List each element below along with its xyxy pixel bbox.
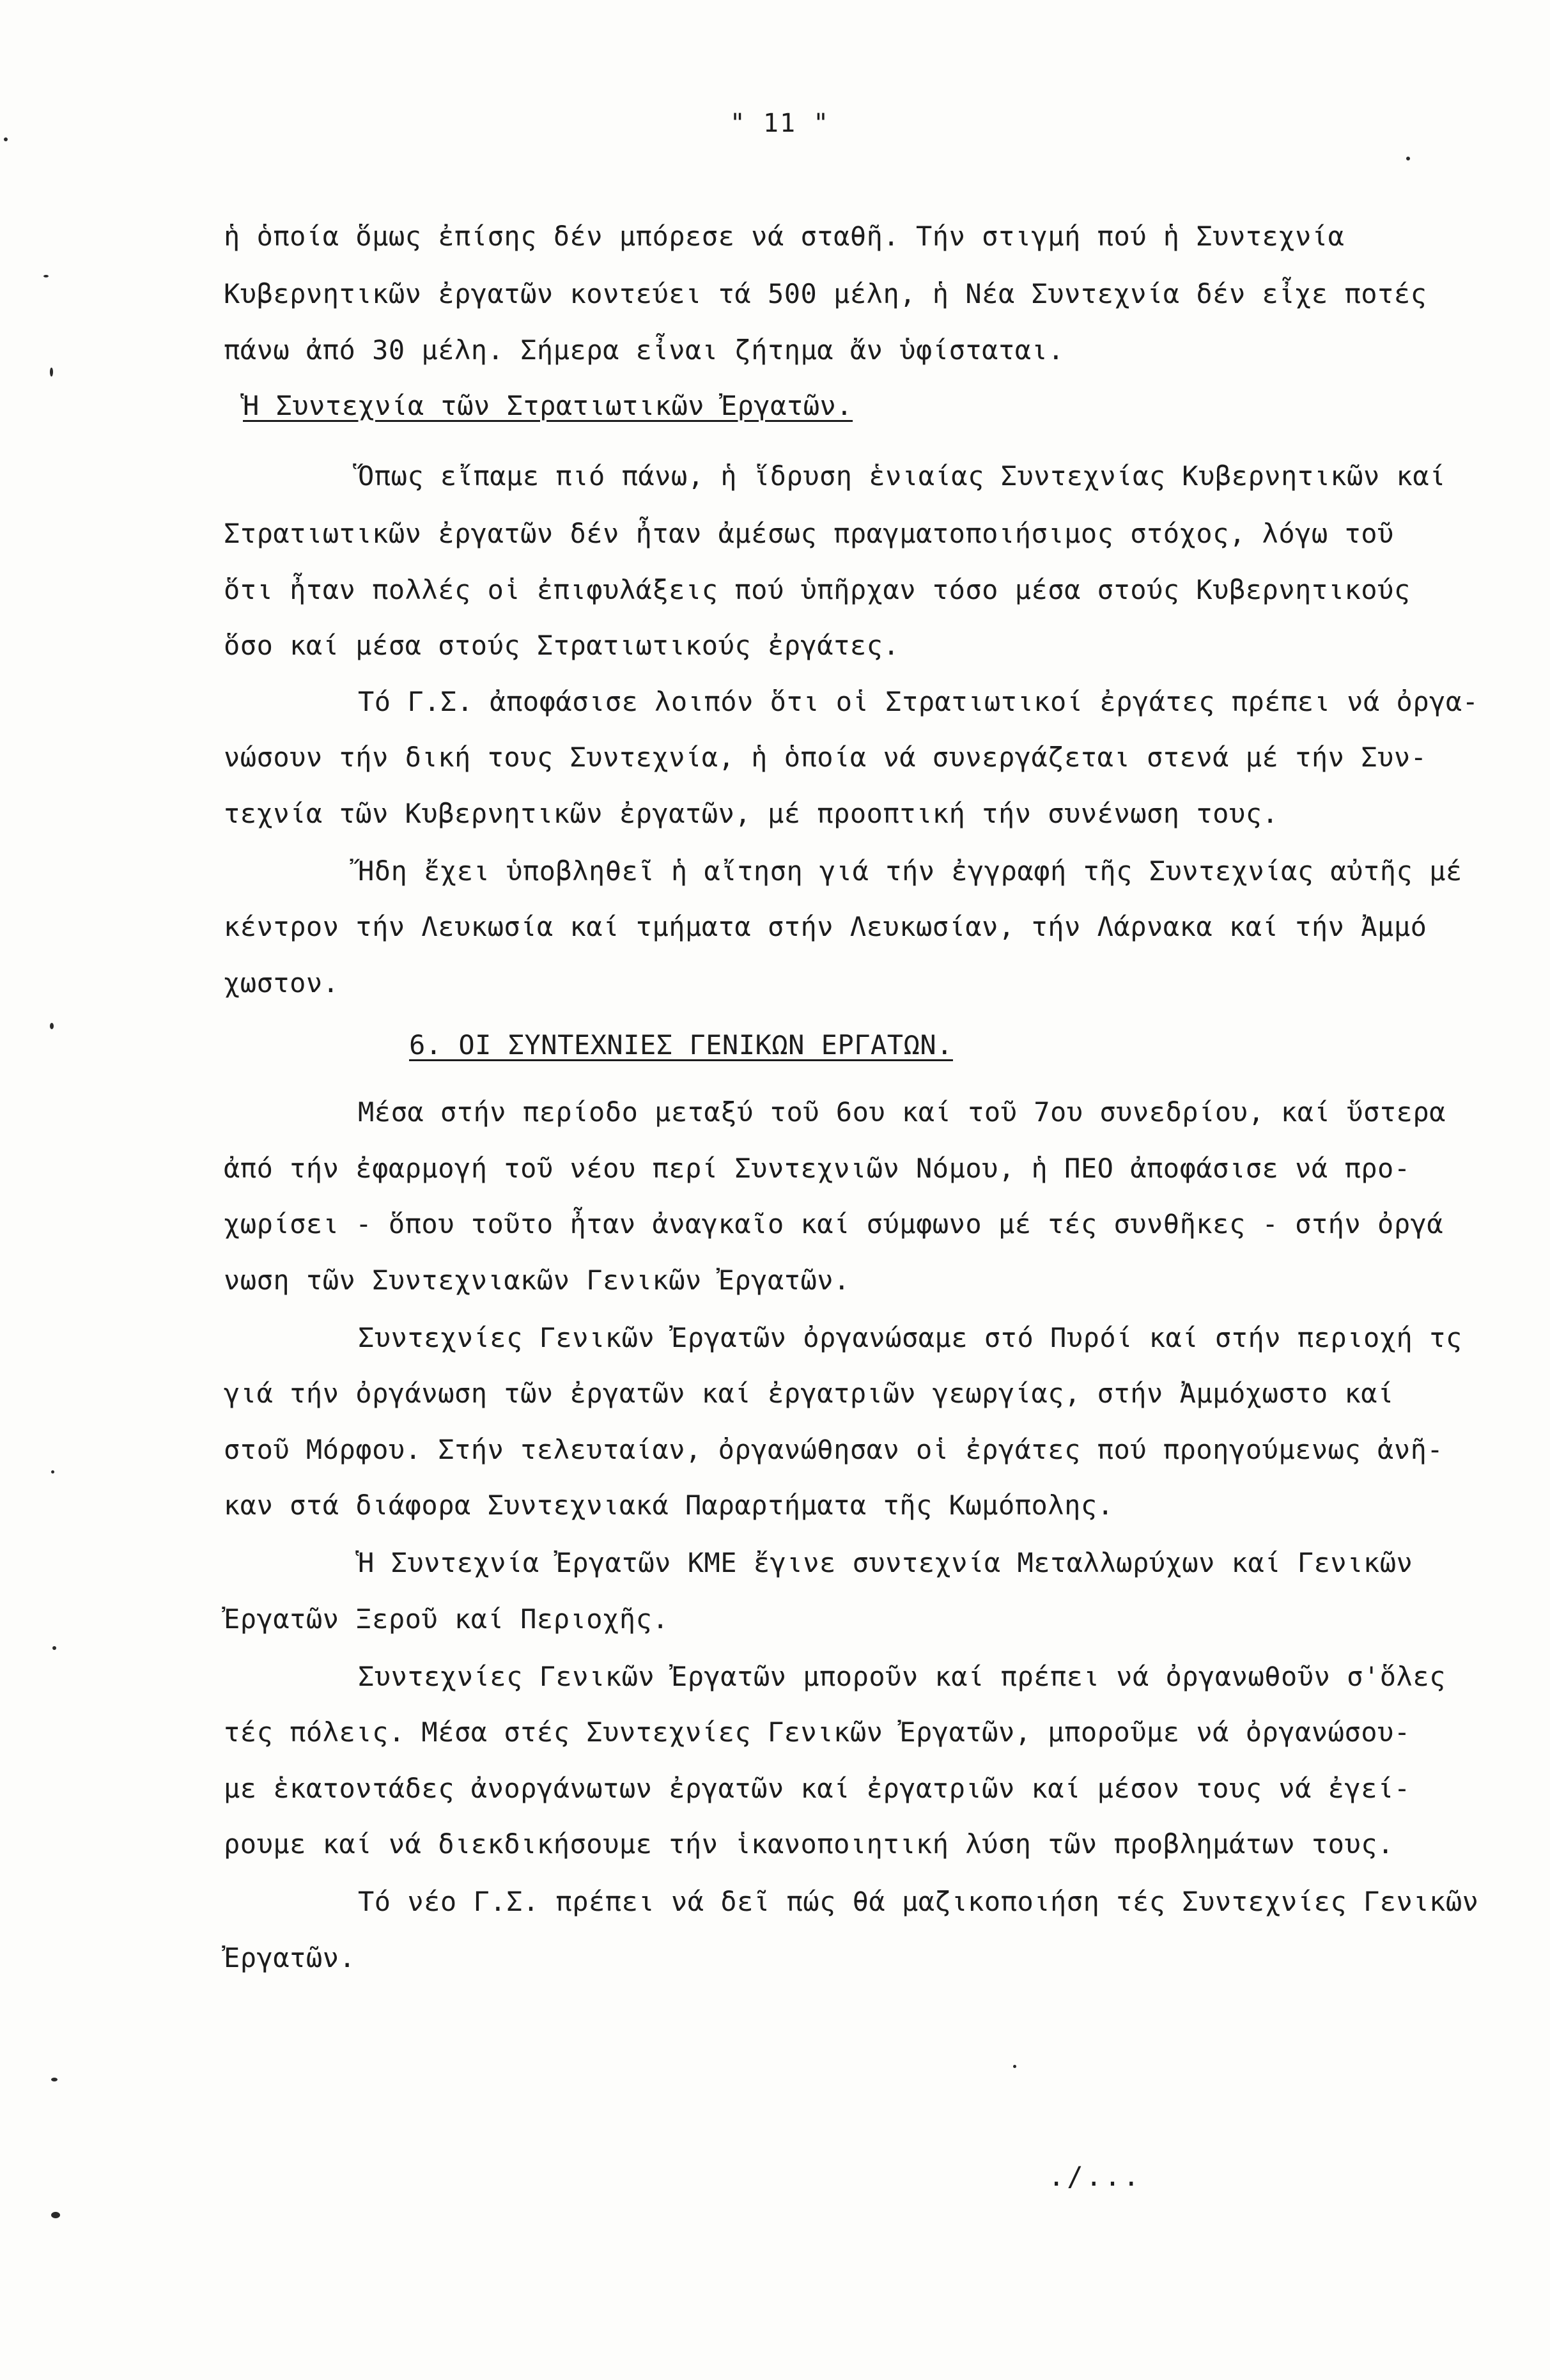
- text-line: Ἐργατῶν Ξεροῦ καί Περιοχῆς.: [224, 1603, 669, 1635]
- text-line: ἀπό τήν ἐφαρμογή τοῦ νέου περί Συντεχνιῶν Νόμου, ἡ ΠΕΟ ἀποφάσισε νά προ-: [224, 1153, 1411, 1184]
- text-line: στοῦ Μόρφου. Στήν τελευταίαν, ὀργανώθησαν οἱ ἐργάτες πού προηγούμενως ἀνῆ-: [224, 1434, 1444, 1465]
- text-line: Τό Γ.Σ. ἀποφάσισε λοιπόν ὅτι οἱ Στρατιωτικοί ἐργάτες πρέπει νά ὀργα-: [358, 686, 1479, 717]
- text-line: νώσουν τήν δική τους Συντεχνία, ἡ ὁποία νά συνεργάζεται στενά μέ τήν Συν-: [224, 742, 1427, 773]
- text-line: Συντεχνίες Γενικῶν Ἐργατῶν ὀργανώσαμε στό Πυρόί καί στήν περιοχή τς: [358, 1322, 1462, 1353]
- text-line: νωση τῶν Συντεχνιακῶν Γενικῶν Ἐργατῶν.: [224, 1264, 850, 1296]
- page-number: " 11 ": [729, 109, 830, 138]
- scan-speck: [51, 2212, 60, 2218]
- text-line: Ὅπως εἴπαμε πιό πάνω, ἡ ἵδρυση ἑνιαίας Συντεχνίας Κυβερνητικῶν καί: [358, 460, 1446, 492]
- text-line: Στρατιωτικῶν ἐργατῶν δέν ἦταν ἀμέσως πραγματοποιήσιμος στόχος, λόγω τοῦ: [224, 518, 1394, 549]
- text-line: ρουμε καί νά διεκδικήσουμε τήν ἱκανοποιητική λύση τῶν προβλημάτων τους.: [224, 1828, 1394, 1860]
- text-line: Κυβερνητικῶν ἐργατῶν κοντεύει τά 500 μέλη, ἡ Νέα Συντεχνία δέν εἶχε ποτές: [224, 278, 1427, 309]
- text-line: γιά τήν ὀργάνωση τῶν ἐργατῶν καί ἐργατριῶν γεωργίας, στήν Ἀμμόχωστο καί: [224, 1378, 1394, 1409]
- section-heading-general-workers: 6. ΟΙ ΣΥΝΤΕΧΝΙΕΣ ΓΕΝΙΚΩΝ ΕΡΓΑΤΩΝ.: [409, 1029, 953, 1061]
- scan-speck: [50, 1023, 54, 1029]
- scan-speck: [50, 368, 53, 377]
- scan-speck: [4, 137, 8, 141]
- text-line: πάνω ἀπό 30 μέλη. Σήμερα εἶναι ζήτημα ἄν ὑφίσταται.: [224, 334, 1065, 366]
- text-line: Ἡ Συντεχνία Ἐργατῶν ΚΜΕ ἔγινε συντεχνία Μεταλλωρύχων καί Γενικῶν: [358, 1547, 1413, 1578]
- text-line: κέντρον τήν Λευκωσία καί τμήματα στήν Λευκωσίαν, τήν Λάρνακα καί τήν Ἀμμό: [224, 911, 1427, 942]
- continuation-mark: ./...: [1048, 2161, 1142, 2192]
- scan-speck: [43, 275, 49, 277]
- scan-speck: [1013, 2065, 1016, 2068]
- text-line: καν στά διάφορα Συντεχνιακά Παραρτήματα τῆς Κωμόπολης.: [224, 1489, 1114, 1521]
- text-line: ὅσο καί μέσα στούς Στρατιωτικούς ἐργάτες.: [224, 630, 900, 661]
- text-line: με ἑκατοντάδες ἀνοργάνωτων ἐργατῶν καί ἐργατριῶν καί μέσον τους νά ἐγεί-: [224, 1773, 1411, 1804]
- text-line: Μέσα στήν περίοδο μεταξύ τοῦ 6ου καί τοῦ 7ου συνεδρίου, καί ὕστερα: [358, 1096, 1446, 1128]
- text-line: Ἤδη ἔχει ὑποβληθεῖ ἡ αἴτηση γιά τήν ἐγγραφή τῆς Συντεχνίας αὐτῆς μέ: [358, 855, 1462, 887]
- text-line: χωστον.: [224, 967, 339, 999]
- scan-speck: [51, 2078, 58, 2081]
- section-heading-military-workers: Ἡ Συντεχνία τῶν Στρατιωτικῶν Ἐργατῶν.: [243, 390, 853, 421]
- text-line: χωρίσει - ὅπου τοῦτο ἦταν ἀναγκαῖο καί σύμφωνο μέ τές συνθῆκες - στήν ὀργά: [224, 1208, 1444, 1240]
- text-line: Ἐργατῶν.: [224, 1942, 356, 1973]
- text-line: τές πόλεις. Μέσα στές Συντεχνίες Γενικῶν Ἐργατῶν, μποροῦμε νά ὀργανώσου-: [224, 1716, 1411, 1748]
- text-line: τεχνία τῶν Κυβερνητικῶν ἐργατῶν, μέ προοπτική τήν συνένωση τους.: [224, 798, 1279, 829]
- scan-speck: [51, 1470, 54, 1474]
- scan-speck: [52, 1646, 56, 1650]
- text-line: Συντεχνίες Γενικῶν Ἐργατῶν μποροῦν καί πρέπει νά ὀργανωθοῦν σ'ὅλες: [358, 1661, 1446, 1692]
- text-line: ἡ ὁποία ὅμως ἐπίσης δέν μπόρεσε νά σταθῆ. Τήν στιγμή πού ἡ Συντεχνία: [224, 221, 1345, 252]
- text-line: Τό νέο Γ.Σ. πρέπει νά δεῖ πώς θά μαζικοποιήση τές Συντεχνίες Γενικῶν: [358, 1886, 1479, 1917]
- text-line: ὅτι ἦταν πολλές οἱ ἐπιφυλάξεις πού ὑπῆρχαν τόσο μέσα στούς Κυβερνητικούς: [224, 574, 1411, 605]
- scan-speck: [1406, 157, 1410, 160]
